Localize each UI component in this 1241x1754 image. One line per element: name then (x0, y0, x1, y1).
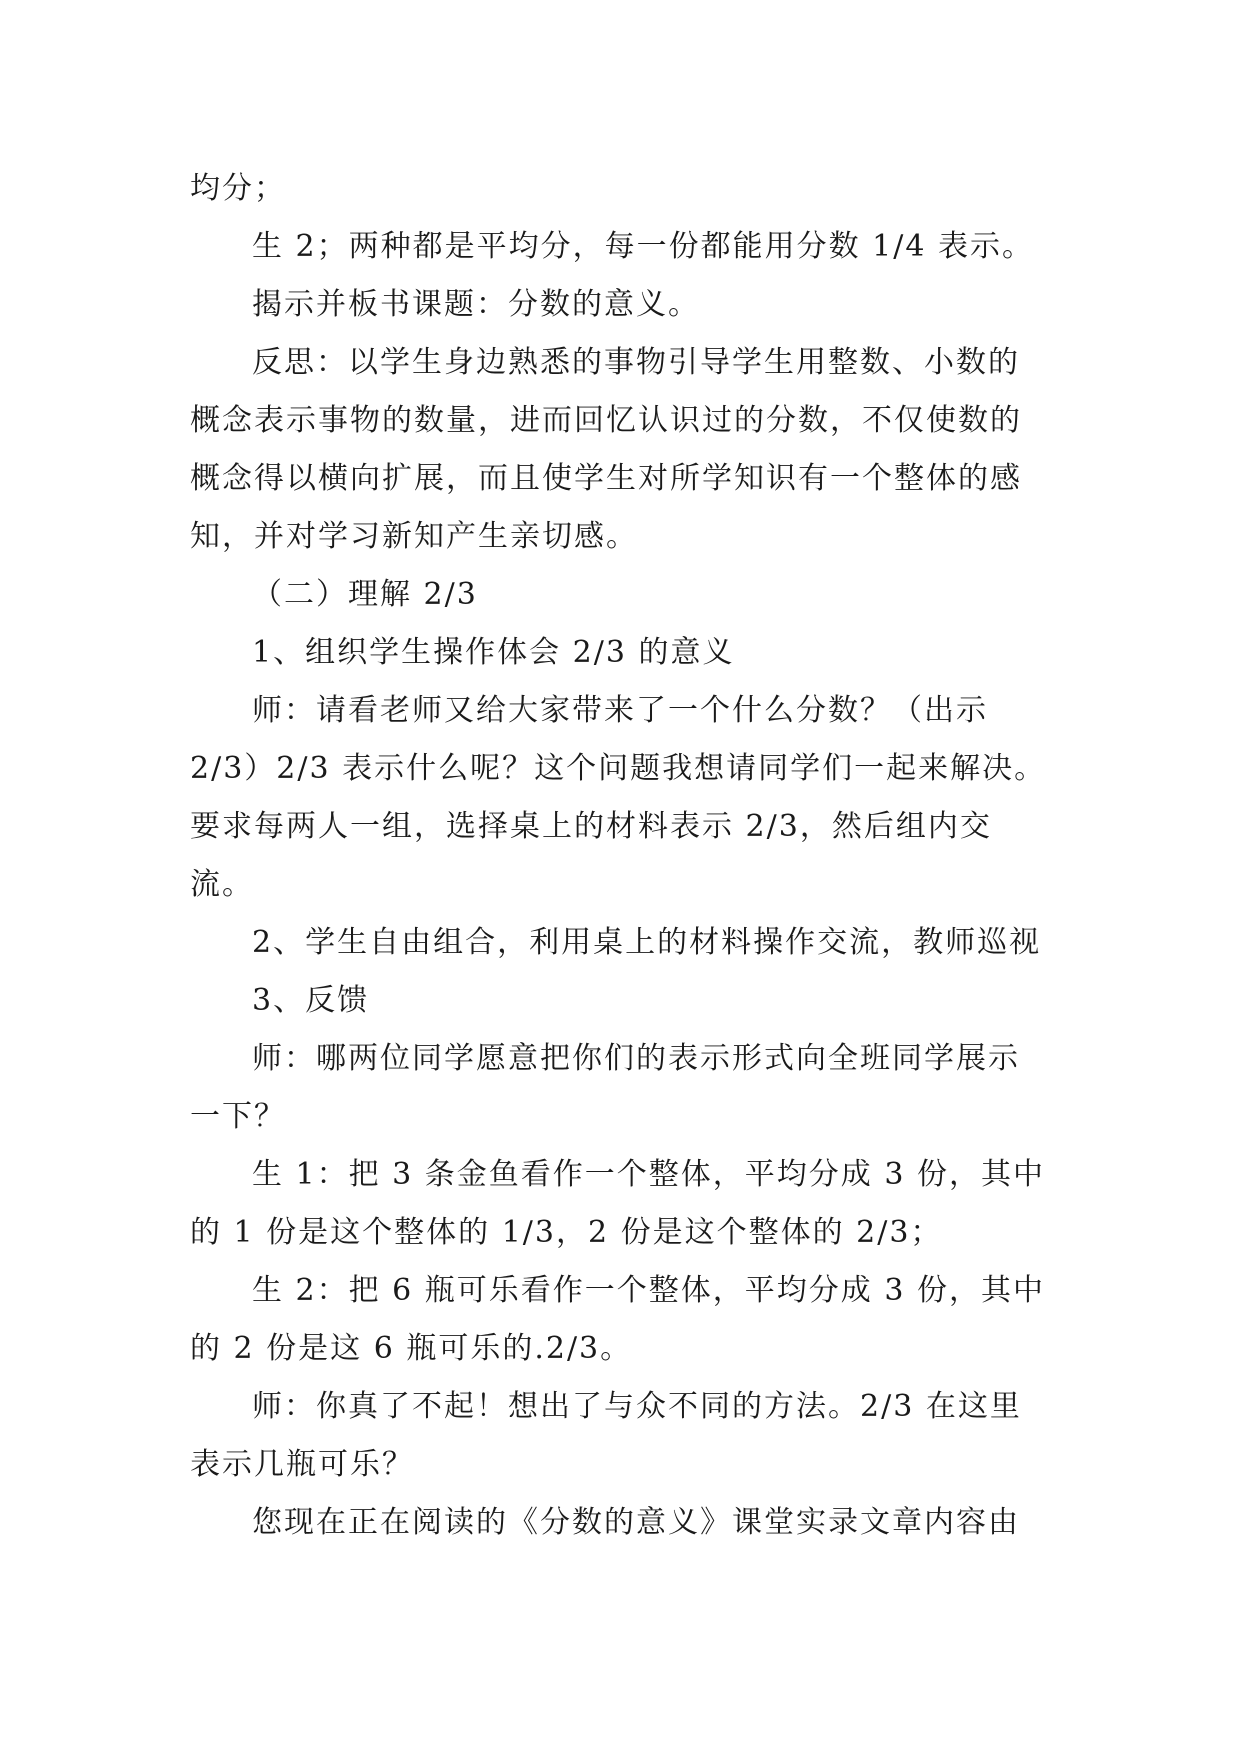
section-heading: （二）理解 2/3 (252, 577, 478, 612)
paragraph-7: 师：请看老师又给大家带来了一个什么分数？（出示2/3）2/3 表示什么呢？这个问题我想请同学们一起来解决。要求每两人一组，选择桌上的材料表示 2/3，然后组内交流。 (190, 693, 1047, 902)
paragraph-4: 反思：以学生身边熟悉的事物引导学生用整数、小数的概念表示事物的数量，进而回忆认识过的分数，不仅使数的概念得以横向扩展，而且使学生对所学知识有一个整体的感知，并对学习新知产生亲切感。 (190, 345, 1022, 554)
paragraph-10: 师：哪两位同学愿意把你们的表示形式向全班同学展示一下？ (190, 1041, 1020, 1134)
paragraph-3: 揭示并板书课题：分数的意义。 (252, 287, 700, 322)
paragraph-9: 3、反馈 (252, 983, 370, 1018)
document-body (190, 160, 1050, 1552)
paragraph-8: 2、学生自由组合，利用桌上的材料操作交流，教师巡视 (252, 925, 1042, 960)
paragraph-13: 师：你真了不起！想出了与众不同的方法。2/3 在这里表示几瓶可乐？ (190, 1389, 1022, 1482)
paragraph-6: 1、组织学生操作体会 2/3 的意义 (252, 635, 735, 670)
paragraph-12: 生 2：把 6 瓶可乐看作一个整体，平均分成 3 份，其中的 2 份是这 6 瓶可乐的.2/3。 (190, 1273, 1045, 1366)
paragraph-1: 均分； (190, 171, 286, 206)
paragraph-11: 生 1：把 3 条金鱼看作一个整体，平均分成 3 份，其中的 1 份是这个整体的 1/3，2 份是这个整体的 2/3； (190, 1157, 1045, 1250)
paragraph-14: 您现在正在阅读的《分数的意义》课堂实录文章内容由 (252, 1505, 1020, 1540)
paragraph-2: 生 2；两种都是平均分，每一份都能用分数 1/4 表示。 (252, 229, 1034, 264)
